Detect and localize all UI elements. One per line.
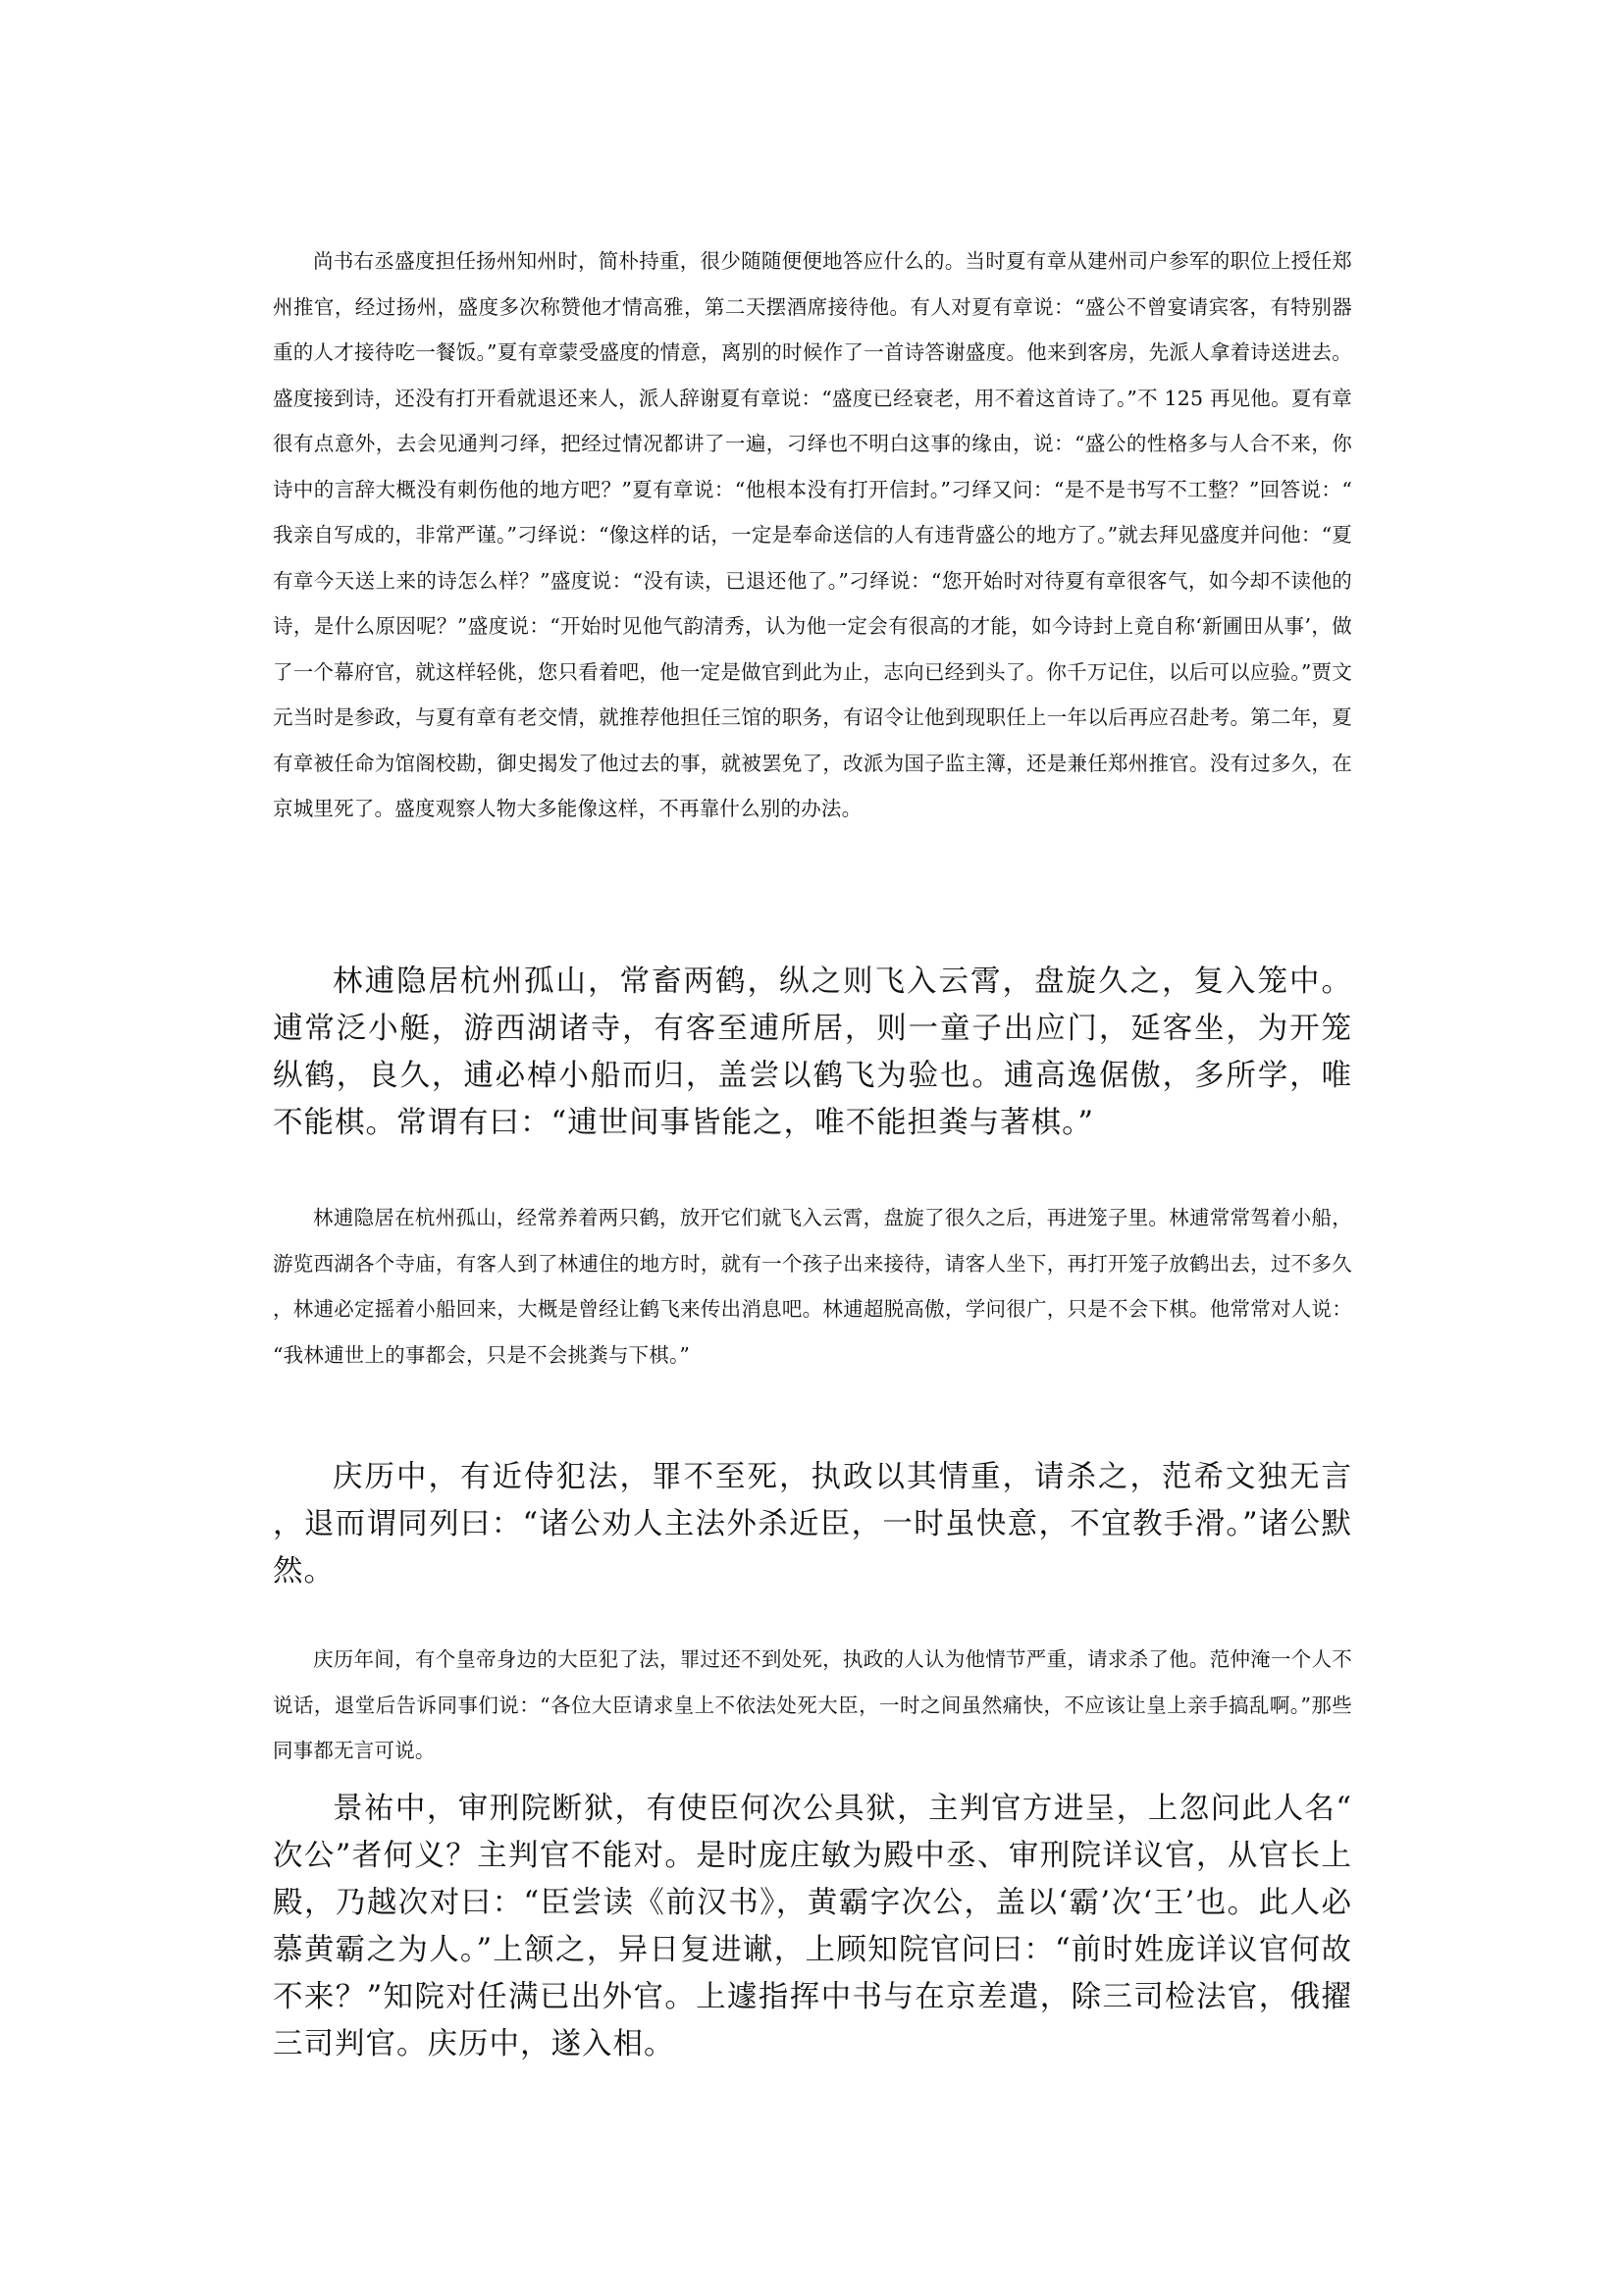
translation-paragraph-lin-bu: 林逋隐居在杭州孤山，经常养着两只鹤，放开它们就飞入云霄，盘旋了很久之后，再进笼子里。林逋常常驾着小船，游览西湖各个寺庙，有客人到了林逋住的地方时，就有一个孩子出来接待，请客人坐下，再打开笼子放鹤出去，过不多久，林逋必定摇着小船回来，大概是曾经让鹤飞来传出消息吧。林逋超脱高傲，学问很广，只是不会下棋。他常常对人说：“我林逋世上的事都会，只是不会挑粪与下棋。” xyxy=(273,1206,1352,1367)
original-paragraph-qingli: 庆历中，有近侍犯法，罪不至死，执政以其情重，请杀之，范希文独无言，退而谓同列曰：“诸公劝人主法外杀近臣，一时虽快意，不宜教手滑。”诸公默然。 xyxy=(273,1460,1352,1589)
translation-paragraph-sheng-du: 尚书右丞盛度担任扬州知州时，简朴持重，很少随随便便地答应什么的。当时夏有章从建州司户参军的职位上授任郑州推官，经过扬州，盛度多次称赞他才情高雅，第二天摆酒席接待他。有人对夏有章说：“盛公不曾宴请宾客，有特别器重的人才接待吃一餐饭。”夏有章蒙受盛度的情意，离别的时候作了一首诗答谢盛度。他来到客房，先派人拿着诗送进去。盛度接到诗，还没有打开看就退还来人，派人辞谢夏有章说：“盛度已经衰老，用不着这首诗了。”不 125 再见他。夏有章很有点意外，去会见通判刁绎，把经过情况都讲了一遍，刁绎也不明白这事的缘由，说：“盛公的性格多与人合不来，你诗中的言辞大概没有刺伤他的地方吧？”夏有章说：“他根本没有打开信封。”刁绎又问：“是不是书写不工整？”回答说：“我亲自写成的，非常严谨。”刁绎说：“像这样的话，一定是奉命送信的人有违背盛公的地方了。”就去拜见盛度并问他：“夏有章今天送上来的诗怎么样？”盛度说：“没有读，已退还他了。”刁绎说：“您开始时对待夏有章很客气，如今却不读他的诗，是什么原因呢？”盛度说：“开始时见他气韵清秀，认为他一定会有很高的才能，如今诗封上竟自称‘新圃田从事’，做了一个幕府官，就这样轻佻，您只看着吧，他一定是做官到此为止，志向已经到头了。你千万记住，以后可以应验。”贾文元当时是参政，与夏有章有老交情，就推荐他担任三馆的职务，有诏令让他到现职任上一年以后再应召赴考。第二年，夏有章被任命为馆阁校勘，御史揭发了他过去的事，就被罢免了，改派为国子监主簿，还是兼任郑州推官。没有过多久，在京城里死了。盛度观察人物大多能像这样，不再靠什么别的办法。 xyxy=(273,249,1352,820)
translation-paragraph-qingli: 庆历年间，有个皇帝身边的大臣犯了法，罪过还不到处死，执政的人认为他情节严重，请求杀了他。范仲淹一个人不说话，退堂后告诉同事们说：“各位大臣请求皇上不依法处死大臣，一时之间虽然痛快，不应该让皇上亲手搞乱啊。”那些同事都无言可说。 xyxy=(273,1647,1352,1762)
original-paragraph-lin-bu: 林逋隐居杭州孤山，常畜两鹤，纵之则飞入云霄，盘旋久之，复入笼中。逋常泛小艇，游西湖诸寺，有客至逋所居，则一童子出应门，延客坐，为开笼纵鹤，良久，逋必棹小船而归，盖尝以鹤飞为验也。逋高逸倨傲，多所学，唯不能棋。常谓有曰：“逋世间事皆能之，唯不能担粪与著棋。” xyxy=(273,965,1352,1140)
original-paragraph-jingyou: 景祐中，审刑院断狱，有使臣何次公具狱，主判官方进呈，上忽问此人名“次公”者何义？主判官不能对。是时庞庄敏为殿中丞、审刑院详议官，从官长上殿，乃越次对曰：“臣尝读《前汉书》，黄霸字次公，盖以‘霸’次‘王’也。此人必慕黄霸之为人。”上颔之，异日复进谳，上顾知院官问曰：“前时姓庞详议官何故不来？”知院对任满已出外官。上遽指挥中书与在京差遣，除三司检法官，俄擢三司判官。庆历中，遂入相。 xyxy=(273,1792,1352,2061)
